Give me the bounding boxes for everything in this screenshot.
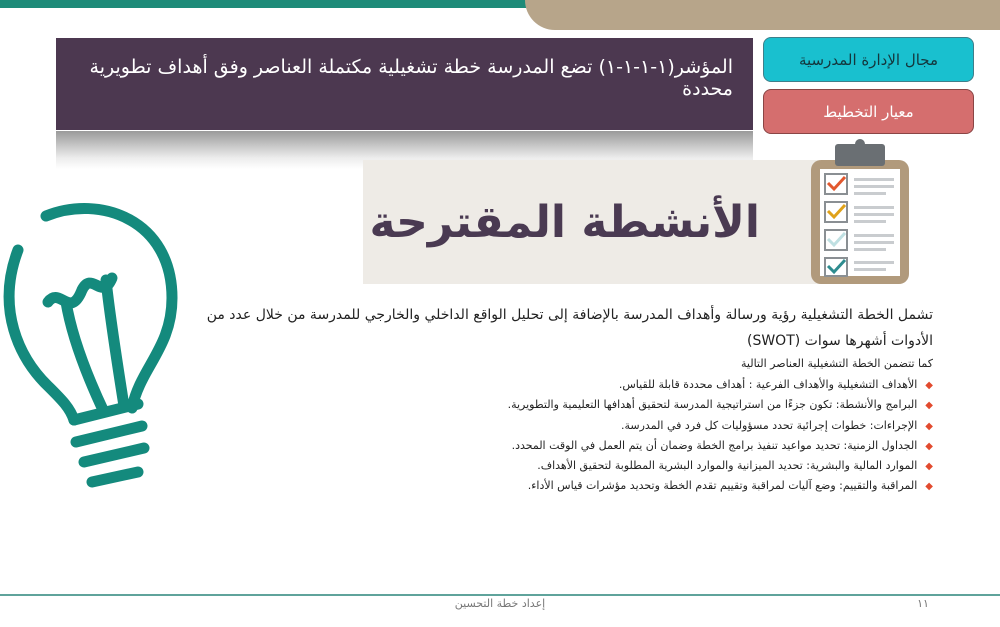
list-item [165,375,933,395]
list-item-text: المراقبة والتقييم: وضع آليات لمراقبة وتقييم تقدم الخطة وتحديد مؤشرات قياس الأداء. [527,479,918,493]
list-item-text: الإجراءات: خطوات إجرائية تحدد مسؤوليات كل فرد في المدرسة. [621,418,918,432]
top-band-tan [525,0,1000,30]
diamond-bullet-icon: ◆ [925,440,933,452]
list-item [165,456,933,476]
list-item-text: البرامج والأنشطة: تكون جزءًا من استراتيجية المدرسة لتحقيق أهدافها التعليمية والتطويرية. [507,398,918,412]
standard-tag [763,89,974,134]
lightbulb-icon [0,198,180,496]
elements-subheading: كما تتضمن الخطة التشغيلية العناصر التالية [741,357,933,370]
standard-tag-label: معيار التخطيط [823,102,914,121]
indicator-header [56,38,753,130]
list-item [165,476,933,496]
section-title: الأنشطة المقترحة [369,196,760,248]
list-item [165,416,933,436]
list-item-text: الموارد المالية والبشرية: تحديد الميزانية والموارد البشرية المطلوبة لتحقيق الأهداف. [537,459,918,473]
intro-paragraph: تشمل الخطة التشغيلية رؤية ورسالة وأهداف المدرسة بالإضافة إلى تحليل الواقع الداخلي والخارجي للمدرسة من خلال عدد من الأدوات أشهرها سوات (SWOT) [206,307,933,349]
list-item [165,395,933,415]
domain-tag-label: مجال الإدارة المدرسية [798,50,939,69]
diamond-bullet-icon: ◆ [925,481,933,493]
diamond-bullet-icon: ◆ [925,420,933,432]
list-item-text: الجداول الزمنية: تحديد مواعيد تنفيذ برامج الخطة وضمان أن يتم العمل في الوقت المحدد. [511,438,918,452]
domain-tag [763,37,974,82]
page-number: ١١ [917,597,929,610]
diamond-bullet-icon: ◆ [925,380,933,391]
plan-elements-list [165,375,933,497]
checklist-clipboard-icon [807,138,913,288]
list-item [165,436,933,456]
footer-divider [0,594,1000,596]
diamond-bullet-icon: ◆ [925,461,933,473]
diamond-bullet-icon: ◆ [925,400,933,412]
indicator-text: المؤشر(١-١-١-١) تضع المدرسة خطة تشغيلية مكتملة العناصر وفق أهداف تطويرية محددة [89,56,733,100]
list-item-text: الأهداف التشغيلية والأهداف الفرعية : أهداف محددة قابلة للقياس. [618,378,918,391]
section-title-box [363,160,820,284]
activities-content [165,302,933,497]
footer-title: إعداد خطة التحسين [454,597,546,610]
